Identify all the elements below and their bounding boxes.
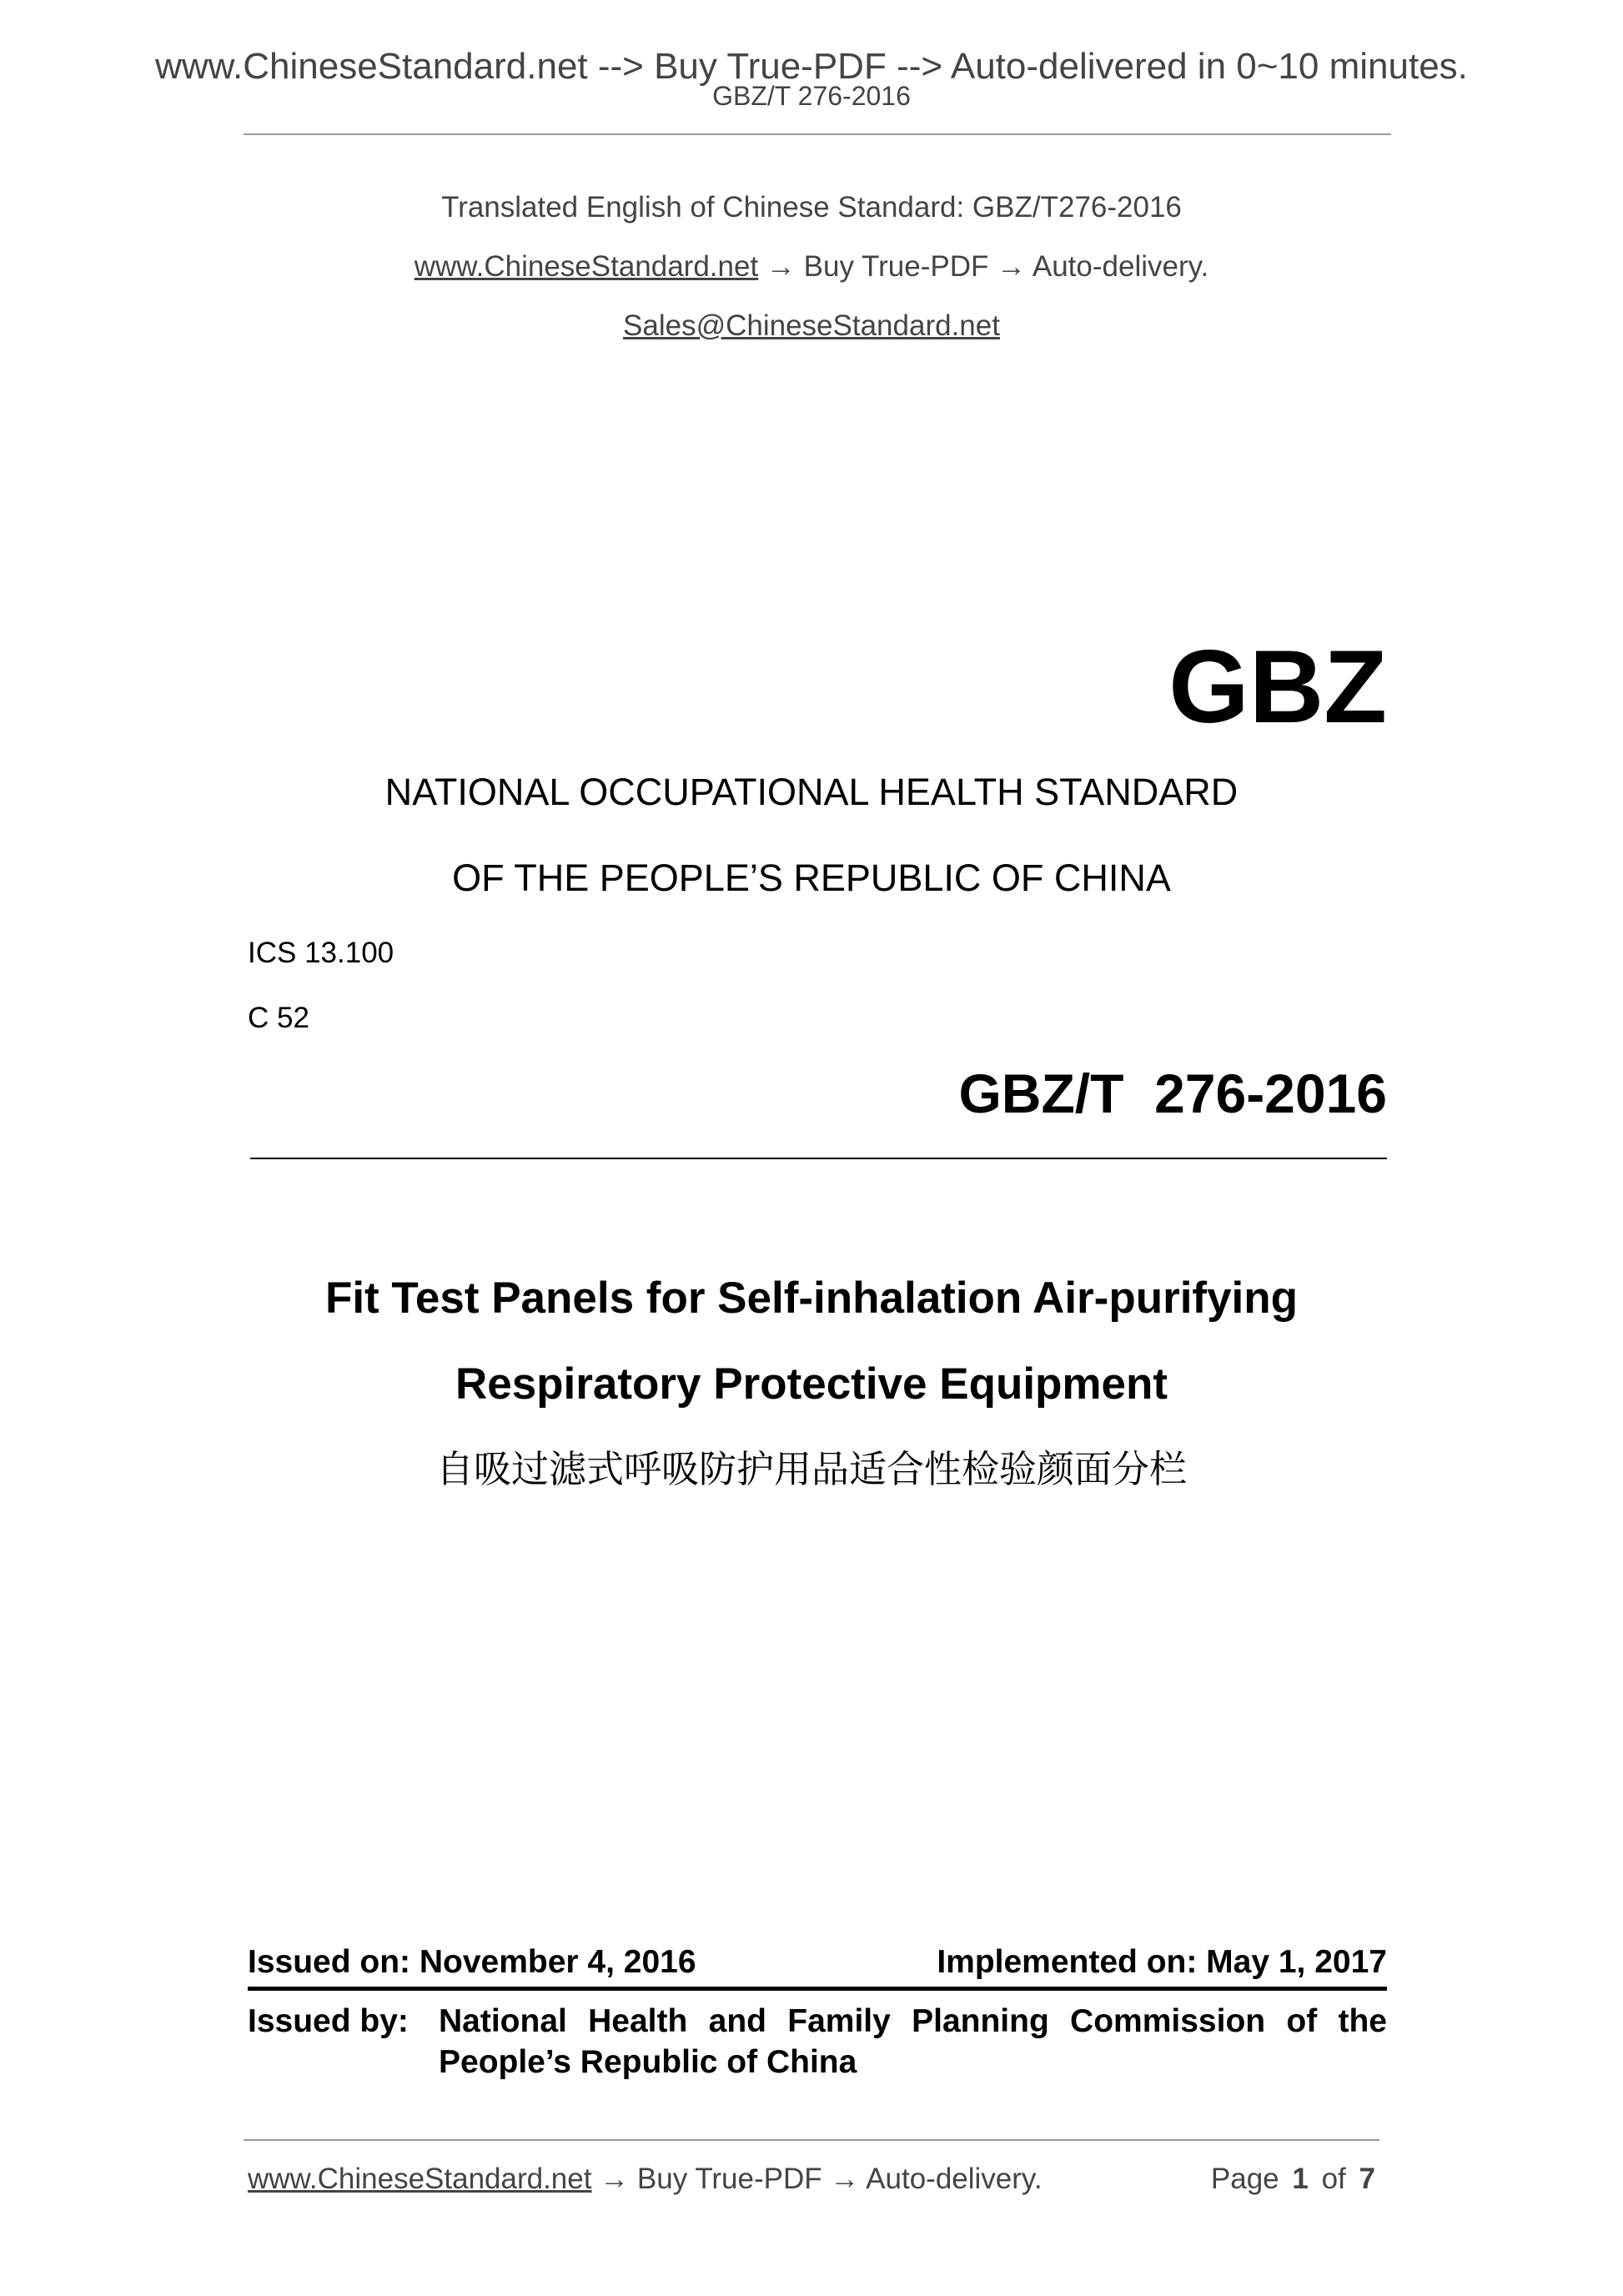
page-label: Page bbox=[1210, 2163, 1279, 2195]
page-total: 7 bbox=[1359, 2163, 1375, 2195]
page-indicator bbox=[1211, 2164, 1375, 2193]
banner-text: www.ChineseStandard.net --> Buy True-PDF --> Auto-delivered in 0~10 minutes. bbox=[155, 46, 1468, 87]
footer-delivery-text: → Buy True-PDF → Auto-delivery. bbox=[591, 2163, 1043, 2195]
org-line2: OF THE PEOPLE’S REPUBLIC OF CHINA bbox=[452, 857, 1171, 899]
issued-on: Issued on: November 4, 2016 bbox=[248, 1944, 696, 1980]
footer-site-link[interactable]: www.ChineseStandard.net bbox=[248, 2163, 592, 2195]
footer-divider bbox=[244, 2139, 1379, 2141]
standard-number: GBZ/T 276-2016 bbox=[958, 1063, 1387, 1124]
title-line1: Fit Test Panels for Self-inhalation Air-purifying bbox=[324, 1274, 1299, 1323]
ics-code: ICS 13.100 bbox=[248, 937, 394, 969]
issued-by-label: Issued by: bbox=[248, 2003, 409, 2039]
header-code: GBZ/T 276-2016 bbox=[712, 81, 911, 111]
issued-by-line1: National Health and Family Planning Commission of the bbox=[439, 2003, 1387, 2039]
footer-delivery-line bbox=[248, 2164, 1043, 2193]
implemented-on: Implemented on: May 1, 2017 bbox=[937, 1944, 1387, 1980]
page-number: 1 bbox=[1292, 2163, 1309, 2195]
gbz-logo: GBZ bbox=[1168, 630, 1387, 745]
org-line1: NATIONAL OCCUPATIONAL HEALTH STANDARD bbox=[384, 771, 1239, 813]
delivery-text: → Buy True-PDF → Auto-delivery. bbox=[758, 250, 1209, 283]
title-chinese: 自吸过滤式呼吸防护用品适合性检验颜面分栏 bbox=[435, 1448, 1187, 1490]
title-divider bbox=[250, 1158, 1387, 1159]
site-link[interactable]: www.ChineseStandard.net bbox=[414, 250, 759, 283]
header-divider bbox=[244, 133, 1391, 135]
translated-note: Translated English of Chinese Standard: GBZ/T276-2016 bbox=[441, 191, 1182, 224]
of-label: of bbox=[1321, 2163, 1346, 2195]
intro-delivery-line bbox=[0, 252, 1623, 281]
ccs-code: C 52 bbox=[248, 1002, 309, 1034]
issued-by-line2: People’s Republic of China bbox=[439, 2044, 857, 2080]
email-line bbox=[0, 311, 1623, 340]
email-link[interactable]: Sales@ChineseStandard.net bbox=[623, 309, 1000, 342]
dates-divider bbox=[248, 1987, 1387, 1991]
title-line2: Respiratory Protective Equipment bbox=[455, 1359, 1168, 1409]
